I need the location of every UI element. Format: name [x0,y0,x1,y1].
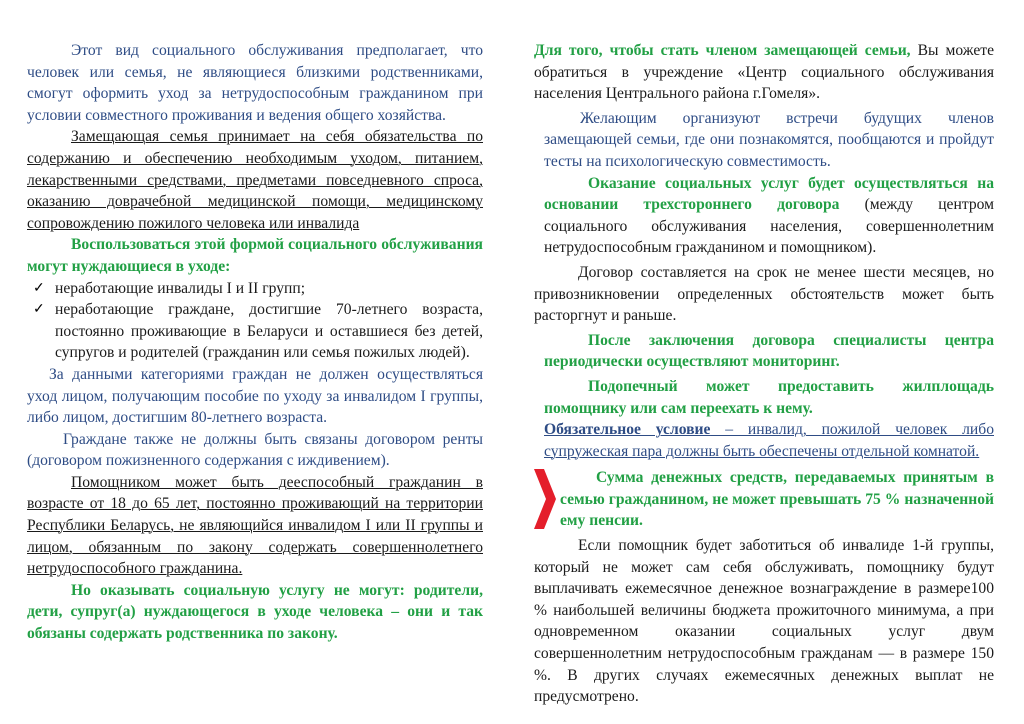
list-item [27,278,483,300]
how-to-join-lead: Для того, чтобы стать членом замещающей семьи, [534,42,911,59]
monitoring-paragraph: После заключения договора специалисты центра периодически осуществляют мониторинг. [544,331,994,371]
how-to-join-paragraph [534,40,994,105]
list-item [27,299,483,364]
mandatory-condition-label: Обязательное условие [544,421,711,439]
check-icon: ✓ [33,280,45,296]
contract-term-paragraph: Договор составляется на срок не менее шести месяцев, но привозникновении определенных обстоятельств может быть расторгнут и раньше. [534,263,994,325]
pension-limit-paragraph: Сумма денежных средств, передаваемых принятым в семью гражданином, не может превышать 75 % назначенной ему пенсии. [560,469,994,530]
pension-highlight [534,467,994,532]
chevron-right-icon [534,467,556,531]
rent-contract-restriction: Граждане также не должны быть связаны договором ренты (договором пожизненного содержания с иждивением). [27,430,483,470]
contract-text: (между центром социального обслуживания населения, совершеннолетним нетрудоспособным гражданином и помощником). [544,196,994,257]
right-column [534,40,994,708]
list-item-text: неработающие инвалиды I и II групп; [55,279,306,297]
list-item-text: неработающие граждане, достигшие 70-летнего возраста, постоянно проживающие в Беларуси и оставшиеся без детей, супругов и родителей (гражданин или семья пожилых людей). [55,301,483,362]
intro-paragraph: Этот вид социального обслуживания предполагает, что человек или семья, не являющиеся близкими родственниками, смогут оформить уход за нетрудоспособным гражданином при условии совместного проживания и ведения общего хозяйства. [27,42,483,124]
how-to-join-text: Вы можете обратиться в учреждение «Центр социального обслуживания населения Центрального района г.Гомеля». [534,42,994,103]
relatives-exclusion: Но оказывать социальную услугу не могут: родители, дети, супруг(а) нуждающегося в уходе человека – они и так обязаны содержать родственника по закону. [27,581,483,643]
contract-paragraph [534,173,994,259]
eligibility-heading: Воспользоваться этой формой социального обслуживания могут нуждающиеся в уходе: [27,236,483,275]
left-column [27,40,483,645]
check-icon: ✓ [33,302,45,318]
caregiver-restriction: За данными категориями граждан не должен осуществляться уход лицом, получающим пособие по уходу за инвалидом I группы, либо лицом, достигшим 80-летнего возраста. [27,365,483,427]
assistant-requirements: Помощником может быть дееспособный гражданин в возрасте от 18 до 65 лет, постоянно проживающий на территории Республики Беларусь, не являющийся инвалидом I или II группы и лицом, обязанным по закону содержать совершеннолетнего нетрудоспособного гражданина. [27,473,483,578]
mandatory-condition-paragraph [534,419,994,462]
meetings-paragraph: Желающим организуют встречи будущих членов замещающей семьи, где они познакомятся, пообщаются и пройдут тесты на психологическую совместимость. [544,109,994,170]
housing-paragraph: Подопечный может предоставить жилплощадь помощнику или сам переехать к нему. [544,377,994,417]
contract-lead: Оказание социальных услуг будет осуществляться на основании трехстороннего договора [544,174,994,214]
mandatory-condition-text: – инвалид, пожилой человек либо супружеская пара должны быть обеспечены отдельной комнатой. [544,421,994,460]
remuneration-paragraph: Если помощник будет заботиться об инвалиде 1-й группы, который не может сам себя обслуживать, помощнику будут выплачивать ежемесячное денежное вознаграждение в размере100 % наибольшей величины бюджета прожиточного минимума, а при одновременном оказании социальных услуг двум совершеннолетним нетрудоспособным гражданам — в размере 150 %. В других случаях ежемесячных денежных выплат не предусмотрено. [534,537,994,706]
substitute-family-obligations: Замещающая семья принимает на себя обязательства по содержанию и обеспечению необходимым уходом, питанием, лекарственными средствами, предметами повседневного спроса, оказанию доврачебной медицинской помощи, медицинскому сопровождению пожилого человека или инвалида [27,128,483,232]
